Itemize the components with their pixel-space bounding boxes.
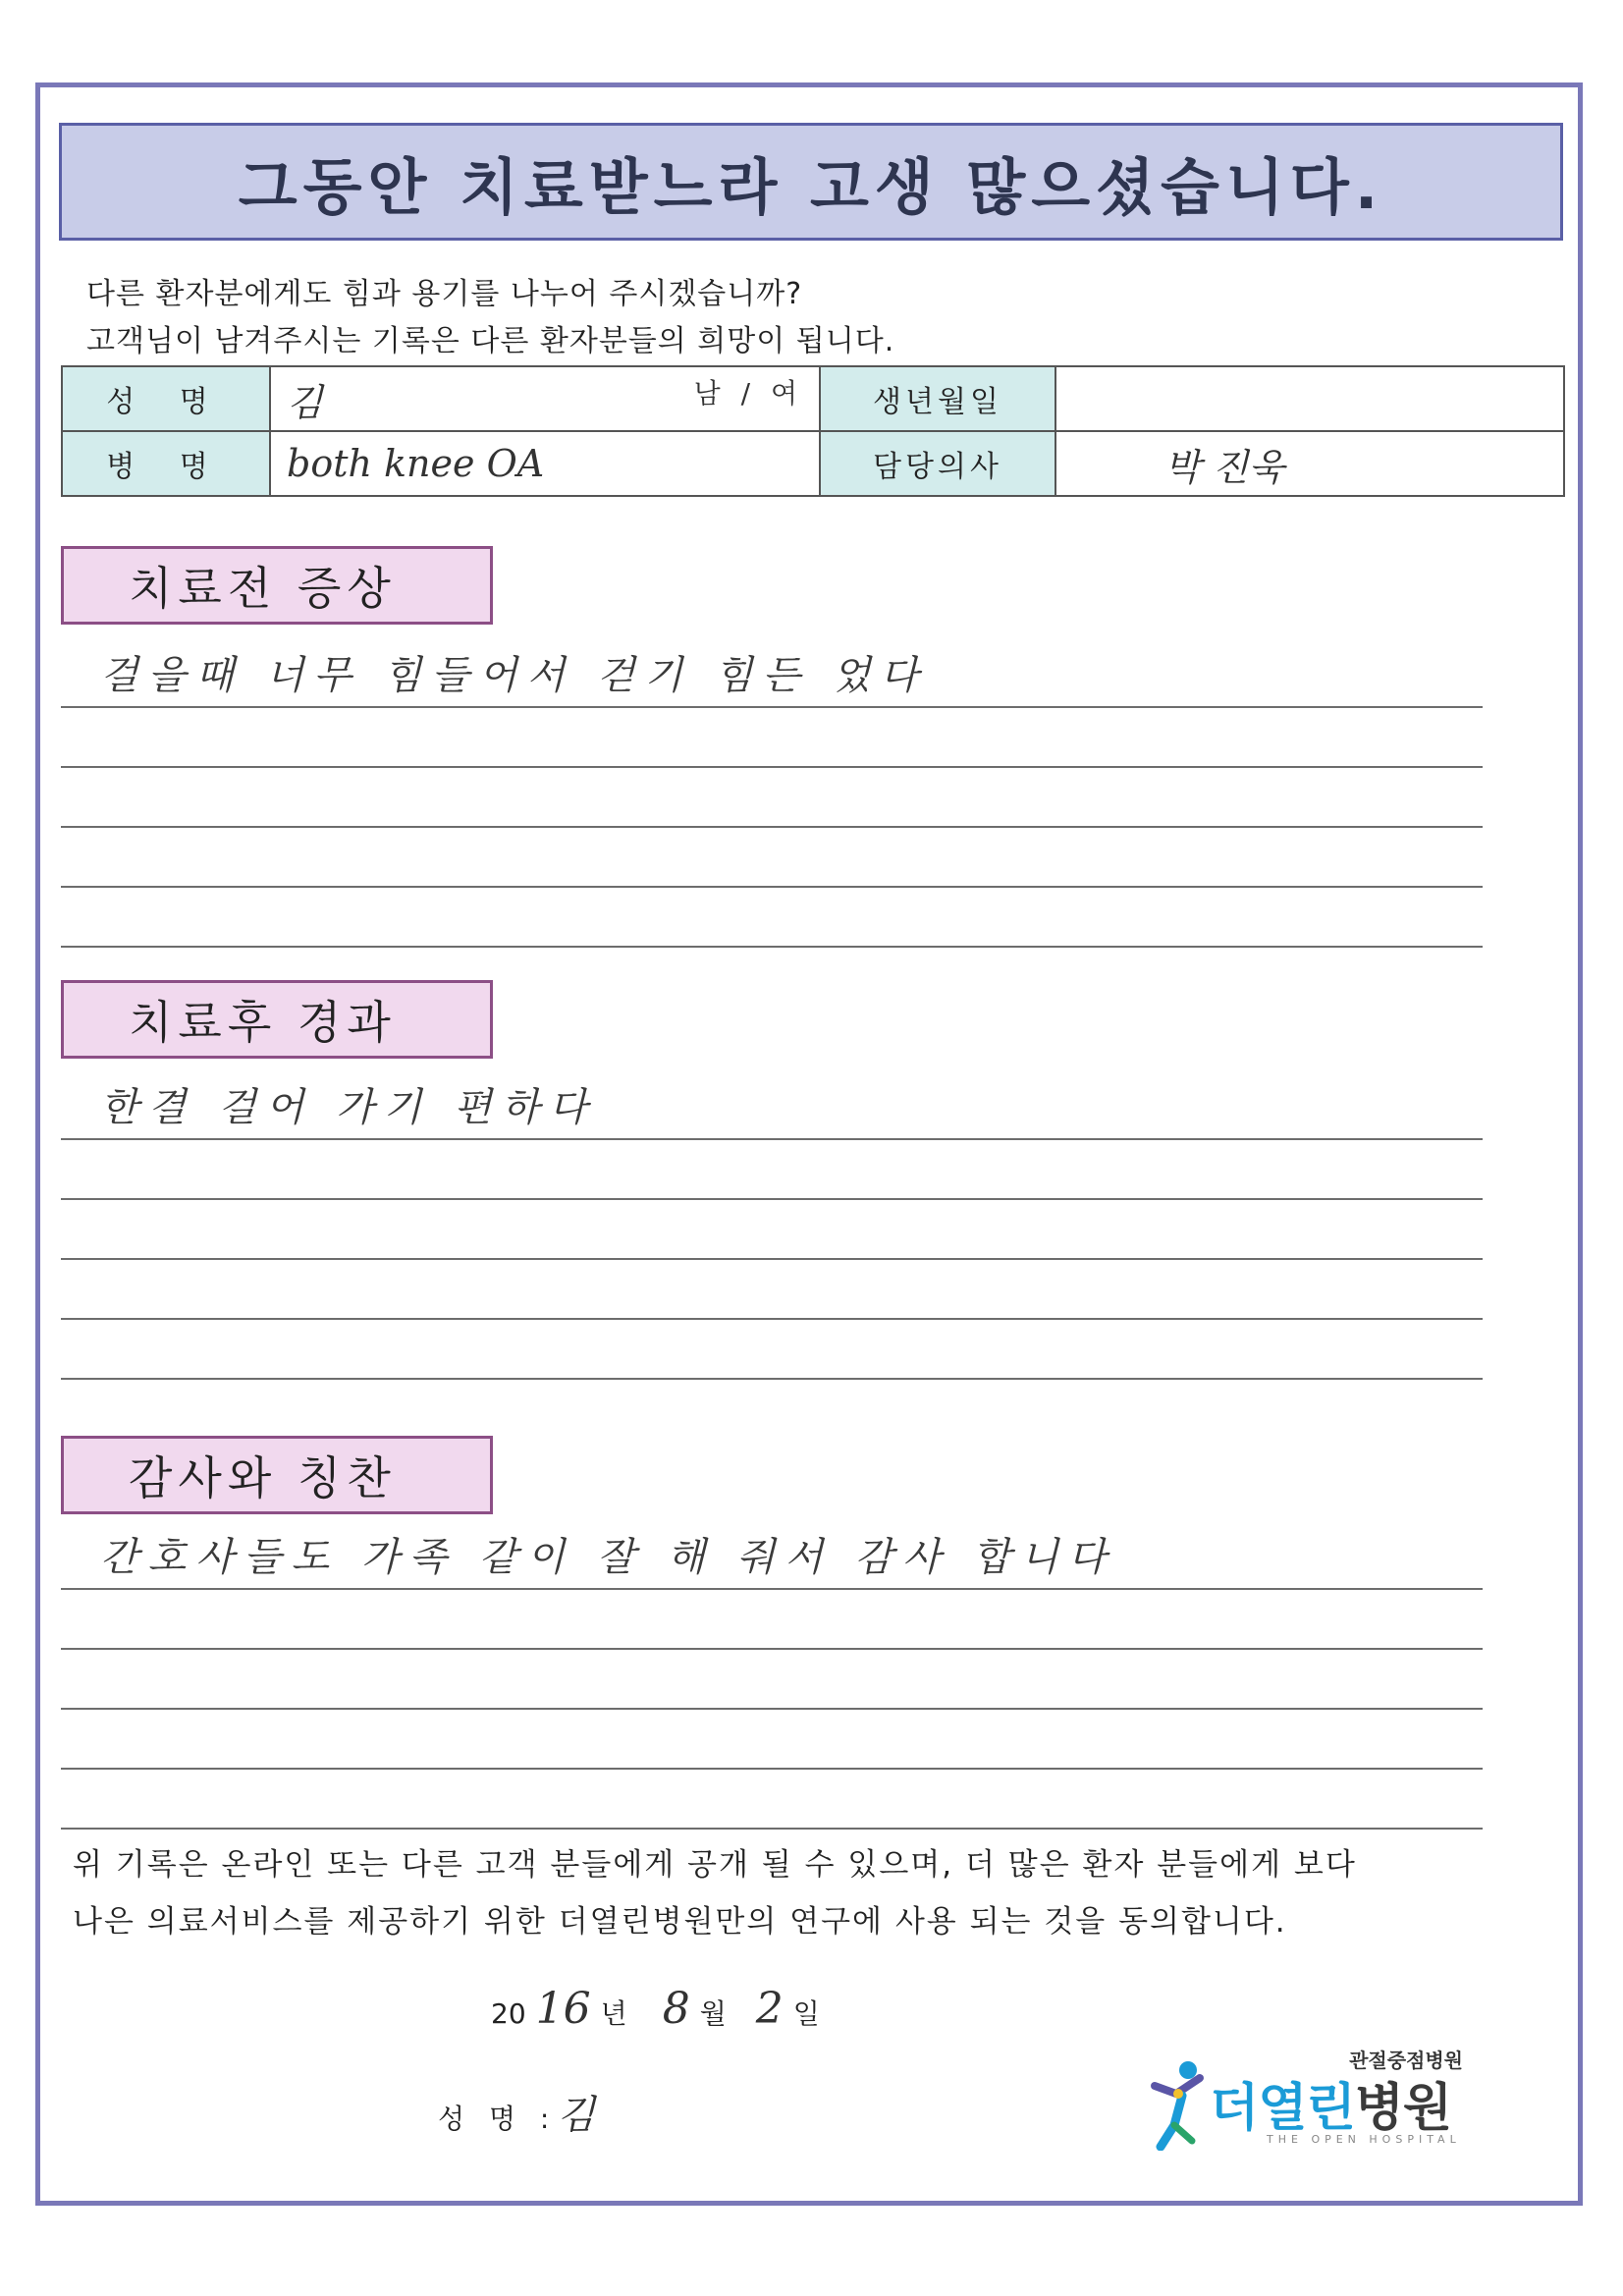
birthdate-field[interactable] [1055, 366, 1564, 431]
handwritten-text: 간호사들도 가족 같이 잘 해 줘서 감사 합니다 [100, 1535, 1116, 1580]
name-value: 김 [287, 380, 323, 424]
writing-line[interactable] [61, 1080, 1483, 1140]
month-value: 8 [662, 1984, 690, 2034]
year-unit: 년 [600, 1997, 627, 2030]
disease-field[interactable] [270, 431, 820, 496]
patient-info-table [61, 365, 1565, 497]
disease-label: 병 명 [62, 431, 270, 496]
signature-label: 성 명 : [438, 2103, 558, 2135]
writing-line[interactable] [61, 1260, 1483, 1320]
month-unit: 월 [699, 1997, 727, 2030]
section-thanks-lines[interactable] [61, 1530, 1483, 1830]
intro-text [86, 271, 1461, 365]
writing-line[interactable] [61, 1140, 1483, 1200]
logo-name-part1: 더열린 [1210, 2079, 1355, 2138]
hospital-logo [1149, 2045, 1492, 2153]
writing-line[interactable] [61, 1590, 1483, 1650]
writing-line[interactable] [61, 708, 1483, 768]
section-before-title: 치료전 증상 [61, 546, 493, 625]
doctor-label: 담당의사 [820, 431, 1055, 496]
consent-line-2: 나은 의료서비스를 제공하기 위한 더열린병원만의 연구에 사용 되는 것을 동의합니다. [73, 1904, 1287, 1940]
writing-line[interactable] [61, 828, 1483, 888]
year-prefix: 20 [491, 1997, 526, 2030]
signature-line[interactable] [438, 2084, 595, 2140]
day-value: 2 [755, 1984, 784, 2034]
writing-line[interactable] [61, 768, 1483, 828]
section-after-title: 치료후 경과 [61, 980, 493, 1059]
name-label: 성 명 [62, 366, 270, 431]
writing-line[interactable] [61, 1530, 1483, 1590]
doctor-field[interactable] [1055, 431, 1564, 496]
writing-line[interactable] [61, 1710, 1483, 1770]
birthdate-label: 생년월일 [820, 366, 1055, 431]
year-value: 16 [535, 1984, 591, 2034]
name-field[interactable] [270, 366, 820, 431]
logo-subtitle: THE OPEN HOSPITAL [1267, 2133, 1461, 2146]
logo-figure-icon [1149, 2056, 1212, 2151]
date-line[interactable] [491, 1984, 820, 2034]
disease-value: both knee OA [287, 442, 545, 485]
writing-line[interactable] [61, 1770, 1483, 1830]
page-title: 그동안 치료받느라 고생 많으셨습니다. [238, 150, 1384, 223]
doctor-value: 박 진욱 [1164, 445, 1285, 489]
writing-line[interactable] [61, 1200, 1483, 1260]
handwritten-text: 걸을때 너무 힘들어서 걷기 힘든 었다 [100, 653, 929, 698]
writing-line[interactable] [61, 1320, 1483, 1380]
writing-line[interactable] [61, 648, 1483, 708]
title-banner [59, 123, 1563, 241]
consent-text [73, 1836, 1526, 1950]
intro-line-1: 다른 환자분에게도 힘과 용기를 나누어 주시겠습니까? [86, 277, 803, 311]
gender-option: 남 / 여 [693, 376, 803, 410]
consent-line-1: 위 기록은 온라인 또는 다른 고객 분들에게 공개 될 수 있으며, 더 많은 환자 분들에게 보다 [73, 1847, 1357, 1883]
section-after-lines[interactable] [61, 1080, 1483, 1380]
section-thanks-title: 감사와 칭찬 [61, 1436, 493, 1514]
logo-tagline: 관절중점병원 [1349, 2049, 1463, 2072]
logo-name [1210, 2066, 1451, 2140]
writing-line[interactable] [61, 888, 1483, 948]
section-before-lines[interactable] [61, 648, 1483, 948]
logo-name-part2: 병원 [1354, 2079, 1452, 2138]
writing-line[interactable] [61, 1650, 1483, 1710]
signature-value: 김 [557, 2093, 595, 2138]
handwritten-text: 한결 걸어 가기 편하다 [100, 1085, 597, 1130]
intro-line-2: 고객님이 남겨주시는 기록은 다른 환자분들의 희망이 됩니다. [86, 324, 895, 358]
day-unit: 일 [792, 1997, 820, 2030]
